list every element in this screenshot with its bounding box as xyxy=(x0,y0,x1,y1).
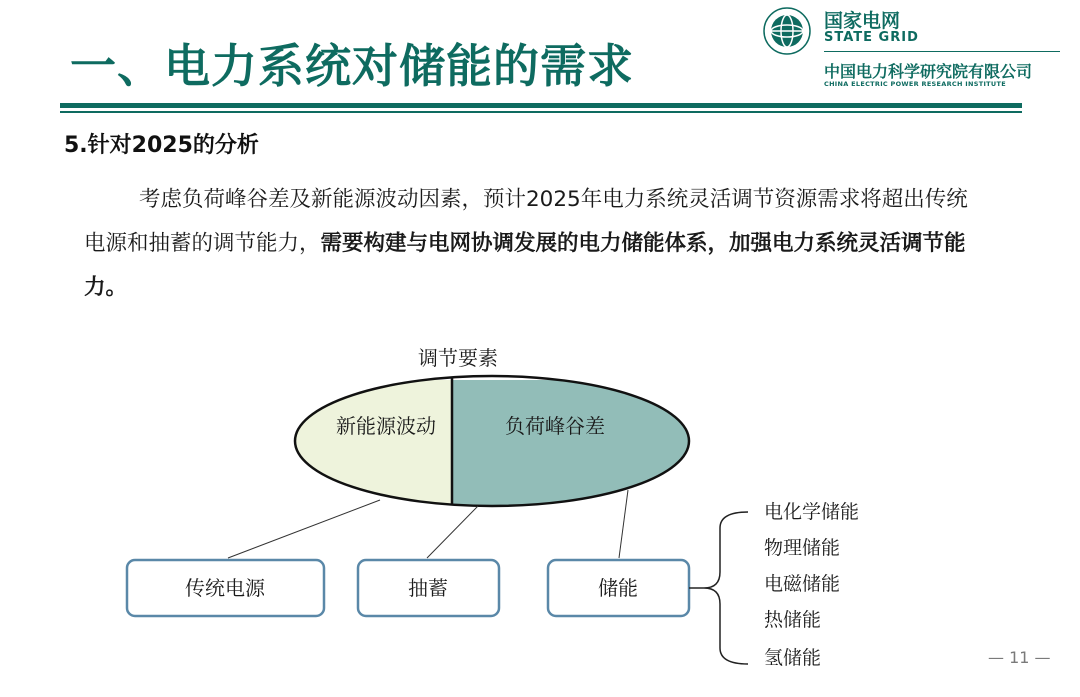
logo-institute-en: CHINA ELECTRIC POWER RESEARCH INSTITUTE xyxy=(824,80,1006,88)
storage-type-item: 电化学储能 xyxy=(764,501,860,523)
connector-line xyxy=(228,500,380,558)
connector-line xyxy=(619,490,628,558)
slide-title: 一、电力系统对储能的需求 xyxy=(70,39,634,93)
ellipse-title: 调节要素 xyxy=(418,346,498,370)
paragraph-bold-text: 需要构建与电网协调发展的电力储能体系，加强电力系统灵活调节能力。 xyxy=(84,231,966,300)
logo-brand-en: STATE GRID xyxy=(824,30,919,45)
factor-left-label: 新能源波动 xyxy=(336,414,436,438)
section-heading: 5.针对2025的分析 xyxy=(64,133,259,158)
brace-bracket xyxy=(704,512,748,664)
box-label: 抽蓄 xyxy=(408,576,448,600)
logo-institute-cn: 中国电力科学研究院有限公司 xyxy=(824,62,1033,81)
connector-line xyxy=(427,506,478,558)
page-number: — 11 — xyxy=(988,648,1051,667)
storage-type-item: 氢储能 xyxy=(764,647,822,669)
paragraph-text: 考虑负荷峰谷差及新能源波动因素，预计2025年电力系统灵活调节资源需求将超出传统电源和抽蓄的调节能力， xyxy=(84,187,968,256)
factor-right-label: 负荷峰谷差 xyxy=(505,414,605,438)
box-label: 传统电源 xyxy=(185,576,265,600)
storage-type-item: 电磁储能 xyxy=(764,573,841,595)
logo-brand-cn: 国家电网 xyxy=(824,10,901,32)
box-label: 储能 xyxy=(598,576,638,600)
storage-type-item: 热储能 xyxy=(764,609,822,631)
storage-type-item: 物理储能 xyxy=(764,537,841,559)
